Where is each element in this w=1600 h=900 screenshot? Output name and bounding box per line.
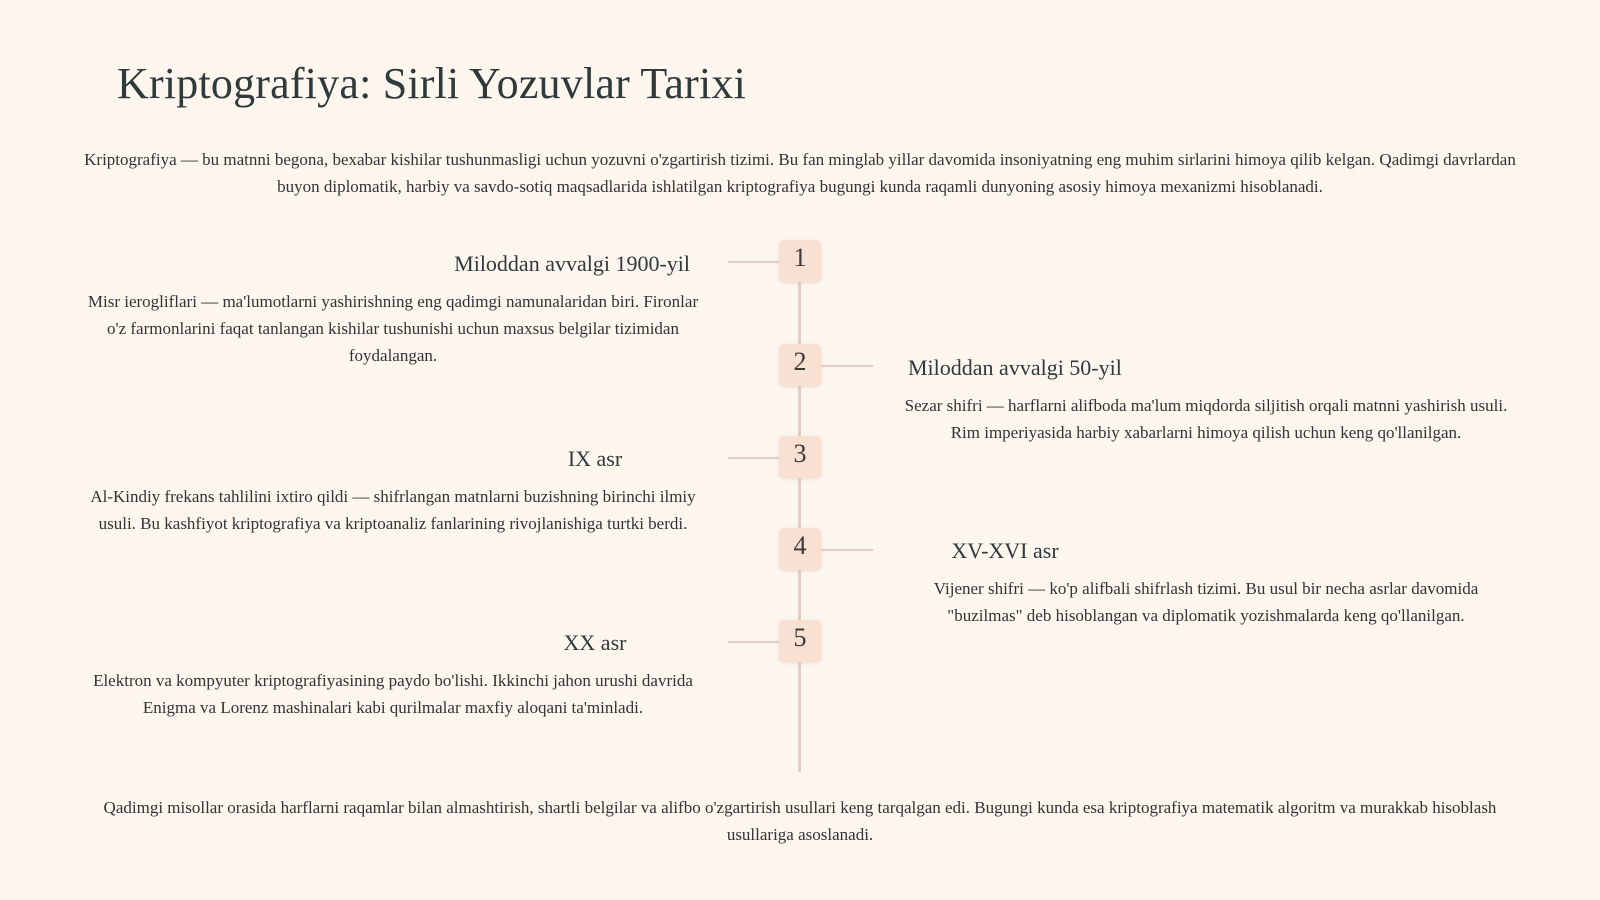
timeline-connector-1 [728, 261, 780, 263]
event-description-3: Al-Kindiy frekans tahlilini ixtiro qildi — shifrlangan matnlarni buzishning birinchi ilmiy usuli. Bu kashfiyot kriptografiya va kriptoanaliz fanlarining rivojlanishiga turtki berdi. [90, 487, 696, 533]
event-description-4: Vijener shifri — ko'p alifbali shifrlash tizimi. Bu usul bir necha asrlar davomida "buzilmas" deb hisoblangan va diplomatik yozishmalarda keng qo'llanilgan. [933, 579, 1479, 625]
event-description-5: Elektron va kompyuter kriptografiyasining paydo bo'lishi. Ikkinchi jahon urushi davrida Enigma va Lorenz mashinalari kabi qurilmalar maxfiy aloqani ta'minladi. [93, 671, 693, 717]
page-title: Kriptografiya: Sirli Yozuvlar Tarixi [117, 59, 747, 108]
event-date-2: Miloddan avvalgi 50-yil [908, 355, 1122, 380]
event-date-3: IX asr [567, 446, 623, 471]
timeline-marker-5: 5 [779, 620, 821, 662]
timeline-connector-2 [821, 365, 873, 367]
intro-paragraph: Kriptografiya — bu matnni begona, bexabar kishilar tushunmasligi uchun yozuvni o'zgartirish tizimi. Bu fan minglab yillar davomida insoniyatning eng muhim sirlarini himoya qilib kelgan. Qadimgi davrlardan buyon diplomatik, harbiy va savdo-sotiq maqsadlarida ishlatilgan kriptografiya bugungi kunda raqamli dunyoning asosiy himoya mexanizmi hisoblanadi. [84, 150, 1516, 196]
event-description-2: Sezar shifri — harflarni alifboda ma'lum miqdorda siljitish orqali matnni yashirish usuli. Rim imperiyasida harbiy xabarlarni himoya qilish uchun keng qo'llanilgan. [904, 396, 1508, 442]
closing-paragraph: Qadimgi misollar orasida harflarni raqamlar bilan almashtirish, shartli belgilar va alifbo o'zgartirish usullari keng tarqalgan edi. Bugungi kunda esa kriptografiya matematik algoritm va murakkab hisoblash usullariga asoslanadi. [103, 798, 1497, 844]
event-description-1: Misr ierogliflari — ma'lumotlarni yashirishning eng qadimgi namunalaridan biri. Fironlar o'z farmonlarini faqat tanlangan kishilar tushunishi uchun maxsus belgilar tizimidan foydalangan. [87, 292, 699, 365]
timeline-line [798, 258, 801, 772]
timeline-marker-3: 3 [779, 436, 821, 478]
event-date-5: XX asr [563, 630, 627, 655]
event-date-4: XV-XVI asr [951, 538, 1059, 563]
timeline-marker-4: 4 [779, 528, 821, 570]
event-date-1: Miloddan avvalgi 1900-yil [454, 251, 690, 276]
timeline-marker-1: 1 [779, 240, 821, 282]
timeline-marker-2: 2 [779, 344, 821, 386]
